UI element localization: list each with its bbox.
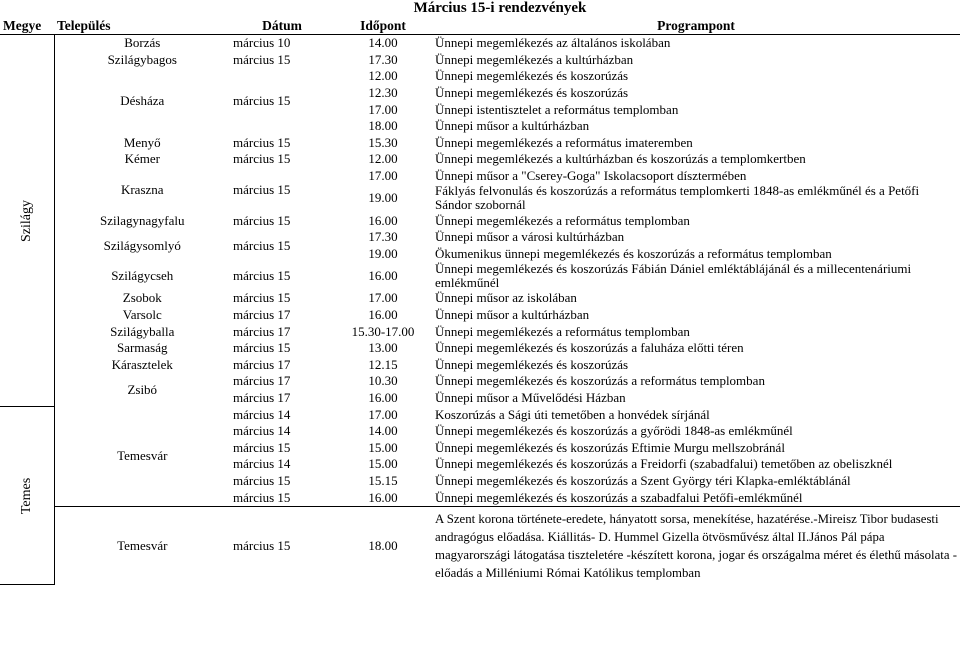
telepules-cell: Kémer [124, 151, 160, 167]
idopont-cell: 17.00 [368, 101, 398, 117]
datum-cell: március 10 [233, 35, 291, 51]
header-idopont: Időpont [334, 17, 432, 35]
idopont-cell: 16.00 [368, 212, 398, 228]
program-cell: Koszorúzás a Sági úti temetőben a honvédek sírjánál [435, 406, 710, 422]
program-cell: Fáklyás felvonulás és koszorúzás a református templomkerti 1848-as emlékműnél és a Petőfi Sándor szobornál [435, 183, 920, 213]
program-cell: Ünnepi megemlékezés és koszorúzás [435, 85, 629, 101]
program-cell: Ünnepi megemlékezés és koszorúzás [435, 68, 629, 84]
datum-cell: március 15 [233, 489, 291, 505]
datum-cell: március 17 [233, 323, 291, 339]
idopont-cell: 16.00 [368, 389, 398, 405]
table-row [0, 290, 960, 307]
datum-cell: március 14 [233, 456, 291, 472]
datum-cell: március 15 [233, 182, 291, 198]
table-row [0, 229, 960, 246]
datum-cell: március 15 [233, 340, 291, 356]
header-programpont: Programpont [432, 17, 960, 35]
idopont-cell: 15.30 [368, 134, 398, 150]
table-row [0, 151, 960, 168]
telepules-cell: Désháza [120, 93, 165, 109]
table-row [0, 406, 960, 423]
telepules-cell: Sarmaság [116, 340, 168, 356]
program-cell: Ökumenikus ünnepi megemlékezés és koszorúzás a református templomban [435, 245, 832, 261]
idopont-cell: 12.15 [368, 356, 398, 372]
telepules-cell: Szilágysomlyó [103, 237, 181, 253]
table-row [0, 506, 960, 585]
program-cell: Ünnepi megemlékezés a református imateremben [435, 134, 693, 150]
megye-label: Szilágy [18, 199, 34, 242]
program-cell: Ünnepi istentisztelet a református templomban [435, 101, 679, 117]
datum-cell: március 15 [233, 439, 291, 455]
idopont-cell: 18.00 [368, 118, 398, 134]
temes-table [0, 406, 960, 586]
telepules-cell: Temesvár [54, 506, 230, 585]
table-row [0, 52, 960, 69]
table-row [0, 168, 960, 185]
idopont-cell: 13.00 [368, 340, 398, 356]
datum-cell: március 15 [230, 506, 334, 585]
telepules-cell: Menyő [123, 134, 161, 150]
idopont-cell: 17.00 [368, 168, 398, 184]
idopont-cell: 15.30-17.00 [351, 323, 415, 339]
datum-cell: március 14 [233, 406, 291, 422]
idopont-cell: 16.00 [368, 307, 398, 323]
telepules-cell: Kraszna [120, 182, 164, 198]
telepules-cell: Varsolc [122, 307, 162, 323]
datum-cell: március 15 [233, 134, 291, 150]
program-cell: Ünnepi műsor a városi kultúrházban [435, 229, 625, 245]
idopont-cell: 16.00 [368, 268, 398, 284]
idopont-cell: 19.00 [368, 245, 398, 261]
megye-label: Temes [18, 477, 34, 515]
datum-cell: március 17 [233, 307, 291, 323]
table-row [0, 323, 960, 340]
table-row [0, 373, 960, 390]
idopont-cell: 18.00 [334, 506, 432, 585]
program-cell: Ünnepi megemlékezés a református templomban [435, 323, 690, 339]
page-title: Március 15-i rendezvények [413, 0, 587, 16]
datum-cell: március 17 [233, 389, 291, 405]
datum-cell: március 15 [233, 290, 291, 306]
program-cell: Ünnepi megemlékezés és koszorúzás a szabadfalui Petőfi-emlékműnél [435, 489, 803, 505]
datum-cell: március 15 [233, 212, 291, 228]
table-row [0, 340, 960, 357]
program-cell: Ünnepi műsor a "Cserey-Goga" Iskolacsoport dísztermében [435, 168, 747, 184]
program-cell: Ünnepi megemlékezés és koszorúzás [435, 356, 629, 372]
program-cell: A Szent korona története-eredete, hányatott sorsa, menekítése, hazatérése.-Mireisz Tibor budasesti andragógus előadása. Kiállitás- D. Hummel Gizella ötvösművész által II.János Pál pápa magyarországi látogatása tiszteletére -készített korona, jogar és országalma méret és élethű másolata -előadás a Milléniumi Római Katólikus templomban [432, 506, 960, 585]
program-cell: Ünnepi megemlékezés és koszorúzás a faluháza előtti téren [435, 340, 744, 356]
idopont-cell: 17.30 [368, 51, 398, 67]
idopont-cell: 12.00 [368, 151, 398, 167]
idopont-cell: 17.00 [368, 406, 398, 422]
telepules-cell: Szilágycseh [111, 268, 174, 284]
megye-temes [0, 406, 54, 585]
idopont-cell: 12.00 [368, 68, 398, 84]
datum-cell: március 15 [233, 93, 291, 109]
program-cell: Ünnepi megemlékezés a kultúrházban [435, 51, 634, 67]
table-row [0, 212, 960, 229]
idopont-cell: 15.00 [368, 439, 398, 455]
idopont-cell: 16.00 [368, 489, 398, 505]
datum-cell: március 17 [233, 373, 291, 389]
idopont-cell: 14.00 [368, 35, 398, 51]
program-cell: Ünnepi megemlékezés és koszorúzás a győrödi 1848-as emlékműnél [435, 423, 793, 439]
idopont-cell: 17.00 [368, 290, 398, 306]
events-table [0, 17, 960, 407]
header-row [0, 17, 960, 35]
idopont-cell: 17.30 [368, 229, 398, 245]
table-row [0, 307, 960, 324]
telepules-cell: Kárasztelek [111, 356, 173, 372]
megye-szilagy [0, 35, 54, 407]
program-cell: Ünnepi műsor az iskolában [435, 290, 577, 306]
idopont-cell: 14.00 [368, 423, 398, 439]
table-row [0, 357, 960, 374]
program-cell: Ünnepi megemlékezés a református templomban [435, 212, 690, 228]
telepules-cell: Temesvár [117, 448, 168, 464]
idopont-cell: 12.30 [368, 85, 398, 101]
program-cell: Ünnepi műsor a kultúrházban [435, 307, 590, 323]
program-cell: Ünnepi megemlékezés a kultúrházban és koszorúzás a templomkertben [435, 151, 806, 167]
idopont-cell: 15.15 [368, 472, 398, 488]
header-datum: Dátum [230, 17, 334, 35]
table-row [0, 68, 960, 85]
table-row [0, 135, 960, 152]
header-telepules: Település [54, 17, 230, 35]
program-cell: Ünnepi megemlékezés és koszorúzás a református templomban [435, 373, 765, 389]
idopont-cell: 19.00 [368, 190, 398, 206]
header-megye: Megye [0, 17, 54, 35]
program-cell: Ünnepi megemlékezés és koszorúzás Eftimie Murgu mellszobránál [435, 439, 785, 455]
table-row [0, 262, 960, 290]
idopont-cell: 15.00 [368, 456, 398, 472]
telepules-cell: Zsibó [127, 381, 158, 397]
telepules-cell: Szilágyballa [110, 323, 175, 339]
idopont-cell: 10.30 [368, 373, 398, 389]
datum-cell: március 15 [233, 237, 291, 253]
table-row [0, 35, 960, 52]
program-cell: Ünnepi műsor a kultúrházban [435, 118, 590, 134]
telepules-cell: Szilagynagyfalu [100, 212, 185, 228]
datum-cell: március 15 [233, 472, 291, 488]
telepules-cell: Zsobok [122, 290, 162, 306]
datum-cell: március 15 [233, 268, 291, 284]
telepules-cell: Szilágybagos [107, 51, 177, 67]
datum-cell: március 15 [233, 51, 291, 67]
datum-cell: március 17 [233, 356, 291, 372]
program-cell: Ünnepi megemlékezés és koszorúzás Fábián Dániel emléktáblájánál és a millecentenáriumi emlékműnél [435, 261, 912, 291]
telepules-cell: Borzás [124, 35, 161, 51]
program-cell: Ünnepi műsor a Művelődési Házban [435, 389, 626, 405]
program-cell: Ünnepi megemlékezés az általános iskolában [435, 35, 671, 51]
datum-cell: március 14 [233, 423, 291, 439]
datum-cell: március 15 [233, 151, 291, 167]
program-cell: Ünnepi megemlékezés és koszorúzás a Szent György téri Klapka-emléktáblánál [435, 472, 851, 488]
program-cell: Ünnepi megemlékezés és koszorúzás a Freidorfi (szabadfalui) temetőben az obeliszknél [435, 456, 893, 472]
